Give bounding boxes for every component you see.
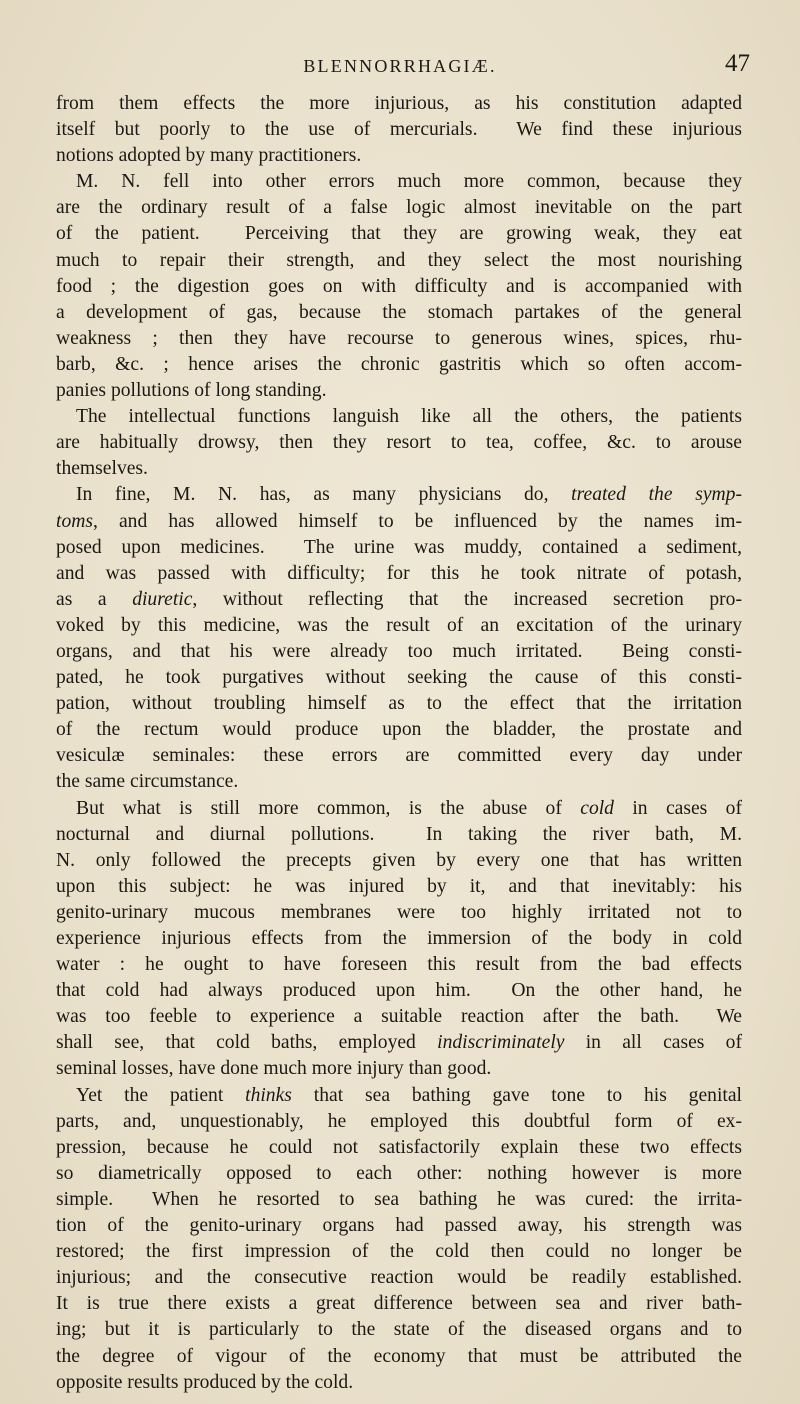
text-line [56, 1187, 742, 1213]
text-segment: But what is still more common, is the abuse of [76, 797, 581, 819]
text-segment: In fine, M. N. has, as many physicians do, [76, 484, 572, 506]
text-line [56, 221, 742, 247]
text-segment: shall see, that cold baths, employed [56, 1032, 438, 1054]
text-line [56, 482, 742, 508]
text-line [56, 1291, 742, 1317]
text-line [56, 300, 742, 326]
text-segment: organs, and that his were already too much irritated. Being consti- [56, 640, 742, 662]
text-segment: the same circumstance. [56, 771, 239, 793]
text-segment: vesiculæ seminales: these errors are committed every day under [56, 745, 742, 767]
text-segment: food ; the digestion goes on with difficulty and is accompanied with [56, 275, 742, 297]
text-line [56, 1213, 742, 1239]
text-segment: nocturnal and diurnal pollutions. In taking the river bath, M. [56, 823, 742, 845]
text-segment: upon this subject: he was injured by it, and that inevitably: his [56, 875, 742, 897]
text-line [56, 743, 742, 769]
text-line [56, 691, 742, 717]
text-segment: pated, he took purgatives without seeking the cause of this consti- [56, 667, 742, 689]
text-segment: of the rectum would produce upon the bladder, the prostate and [56, 719, 742, 741]
text-segment: notions adopted by many practitioners. [56, 145, 362, 167]
text-line [56, 535, 742, 561]
text-line [56, 1161, 742, 1187]
text-segment: voked by this medicine, was the result of an excitation of the urinary [56, 614, 742, 636]
page-number: 47 [725, 50, 750, 77]
text-line [56, 848, 742, 874]
text-line [56, 91, 742, 117]
text-line [56, 952, 742, 978]
text-segment: the degree of vigour of the economy that must be attributed the [56, 1345, 742, 1367]
text-line [56, 456, 742, 482]
text-segment: barb, &c. ; hence arises the chronic gastritis which so often accom- [56, 353, 742, 375]
text-segment: and was passed with difficulty; for this he took nitrate of potash, [56, 562, 742, 584]
text-segment: as a [56, 588, 133, 610]
text-line [56, 195, 742, 221]
text-segment: opposite results produced by the cold. [56, 1371, 354, 1393]
italic-text: toms [56, 510, 94, 532]
text-segment: water : he ought to have foreseen this result from the bad effects [56, 954, 742, 976]
text-segment: injurious; and the consecutive reaction would be readily established. [56, 1267, 742, 1289]
text-line [56, 1317, 742, 1343]
text-line [56, 1004, 742, 1030]
body-text [56, 91, 742, 1396]
text-segment: , and has allowed himself to be influenced by the names im- [93, 510, 742, 532]
text-segment: themselves. [56, 458, 148, 480]
text-line [56, 1109, 742, 1135]
text-segment: in cases of [613, 797, 742, 819]
text-line [56, 1344, 742, 1370]
text-line [56, 1239, 742, 1265]
text-line [56, 1030, 742, 1056]
text-segment: experience injurious effects from the immersion of the body in cold [56, 928, 742, 949]
text-segment: It is true there exists a great difference between sea and river bath- [56, 1293, 742, 1315]
text-segment: , without reflecting that the increased secretion pro- [192, 588, 742, 610]
text-line [56, 274, 742, 300]
text-line [56, 378, 742, 404]
text-line [56, 587, 742, 613]
text-segment: tion of the genito-urinary organs had passed away, his strength was [56, 1215, 742, 1237]
text-line [56, 1135, 742, 1161]
text-segment: of the patient. Perceiving that they are growing weak, they eat [56, 223, 742, 245]
text-line [56, 169, 742, 195]
text-segment: N. only followed the precepts given by every one that has written [56, 849, 742, 871]
text-segment: weakness ; then they have recourse to generous wines, spices, rhu- [56, 327, 742, 349]
text-segment: M. N. fell into other errors much more common, because they [76, 171, 742, 193]
text-segment: simple. When he resorted to sea bathing he was cured: the irrita- [56, 1188, 742, 1210]
italic-text: diuretic [132, 588, 193, 610]
page-header [0, 50, 800, 82]
text-line [56, 509, 742, 535]
text-segment: seminal losses, have done much more injury than good. [56, 1058, 492, 1080]
text-segment: that cold had always produced upon him. On the other hand, he [56, 980, 742, 1002]
text-line [56, 561, 742, 587]
text-segment: from them effects the more injurious, as his constitution adapted [56, 93, 742, 114]
text-segment: pation, without troubling himself as to the effect that the irritation [56, 693, 742, 715]
text-segment: panies pollutions of long standing. [56, 380, 327, 402]
text-line [56, 639, 742, 665]
text-segment: ing; but it is particularly to the state of the diseased organs and to [56, 1319, 742, 1341]
text-line [56, 117, 742, 143]
text-segment: itself but poorly to the use of mercurials. We find these injurious [56, 119, 742, 141]
text-segment: are the ordinary result of a false logic almost inevitable on the part [56, 197, 742, 219]
text-line [56, 874, 742, 900]
text-line [56, 326, 742, 352]
text-line [56, 926, 742, 952]
text-line [56, 769, 742, 795]
text-line [56, 1265, 742, 1291]
text-segment: that sea bathing gave tone to his genital [291, 1084, 742, 1106]
text-segment: pression, because he could not satisfactorily explain these two effects [56, 1136, 742, 1158]
text-line [56, 352, 742, 378]
text-line [56, 404, 742, 430]
text-line [56, 248, 742, 274]
text-segment: a development of gas, because the stomach partakes of the general [56, 301, 742, 323]
text-segment: Yet the patient [76, 1084, 246, 1106]
text-line [56, 1056, 742, 1082]
text-line [56, 822, 742, 848]
text-line [56, 978, 742, 1004]
text-segment: genito-urinary mucous membranes were too highly irritated not to [56, 901, 742, 923]
text-line [56, 665, 742, 691]
text-line [56, 613, 742, 639]
text-segment: parts, and, unquestionably, he employed this doubtful form of ex- [56, 1110, 742, 1132]
text-segment: much to repair their strength, and they select the most nourishing [56, 249, 742, 271]
text-line [56, 1083, 742, 1109]
text-segment: The intellectual functions languish like all the others, the patients [76, 406, 742, 428]
italic-text: thinks [245, 1084, 292, 1106]
running-title: BLENNORRHAGIÆ. [303, 56, 497, 76]
text-line [56, 796, 742, 822]
text-line [56, 900, 742, 926]
text-line [56, 1370, 742, 1396]
text-segment: are habitually drowsy, then they resort to tea, coffee, &c. to arouse [56, 432, 742, 454]
text-line [56, 717, 742, 743]
text-line [56, 430, 742, 456]
italic-text: indiscriminately [437, 1032, 565, 1054]
text-segment: was too feeble to experience a suitable reaction after the bath. We [56, 1006, 742, 1028]
text-segment: restored; the first impression of the cold then could no longer be [56, 1241, 742, 1263]
text-line [56, 143, 742, 169]
text-segment: in all cases of [564, 1032, 742, 1054]
text-segment: so diametrically opposed to each other: nothing however is more [56, 1162, 742, 1184]
italic-text: treated the symp- [571, 484, 742, 506]
text-segment: posed upon medicines. The urine was muddy, contained a sediment, [56, 536, 742, 558]
italic-text: cold [580, 797, 614, 819]
